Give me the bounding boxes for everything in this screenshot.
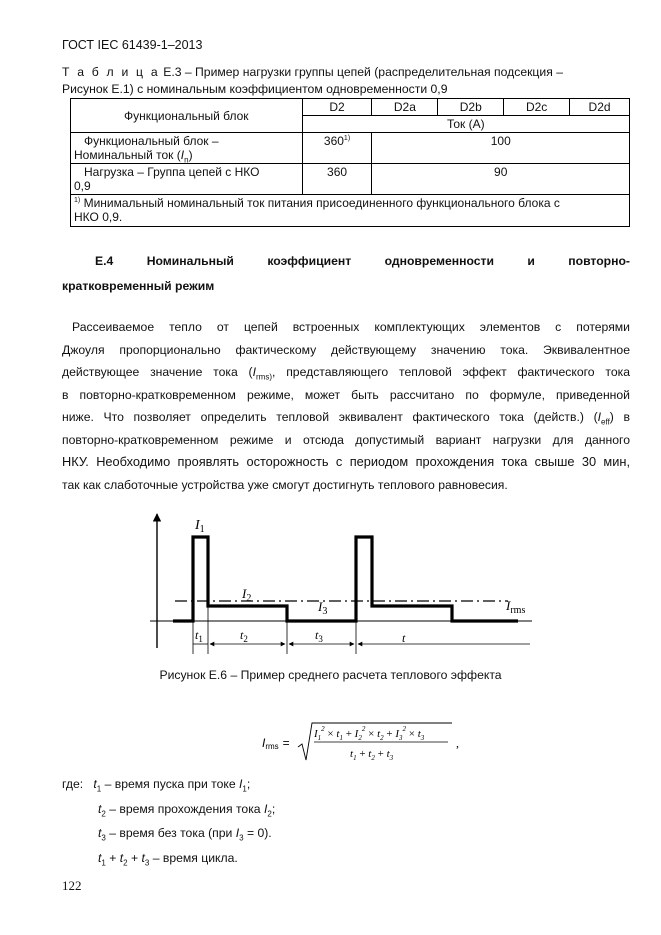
table-caption-prefix: Т а б л и ц а	[62, 65, 160, 79]
row-label-line1: Нагрузка – Группа цепей с НКО	[84, 165, 260, 179]
formula-lhs: Irms =	[262, 736, 290, 751]
paragraph-line: действующее значение тока ($I_{rms)}$, представляющего тепловой эффект фактического тока	[62, 365, 630, 382]
where-block	[62, 772, 275, 870]
paragraph-line: ниже. Что позволяет определить тепловой эквивалент фактического тока (действ.) $(I_{eff})$ в	[62, 410, 631, 427]
col-header-d2d: D2d	[570, 99, 630, 116]
cell-d2: 360	[302, 164, 372, 195]
col-header-block: Функциональный блок	[71, 99, 303, 133]
paragraph-line: Рассеиваемое тепло от цепей встроенных комплектующих элементов с потерями	[72, 320, 630, 334]
table-caption	[62, 64, 622, 98]
row-label	[71, 164, 303, 195]
where-line: где: $t_1$ – время пуска при токе $I_1$;	[62, 777, 251, 794]
page-number: 122	[62, 878, 82, 893]
heading-line-2: кратковременный режим	[62, 279, 215, 293]
paragraph-line: НКУ. Необходимо проявлять осторожность с периодом прохождения тока свыше 30 мин,	[62, 454, 630, 469]
current-waveform	[173, 537, 518, 621]
cell-d2	[302, 133, 372, 164]
col-header-d2c: D2c	[504, 99, 570, 116]
heading-word: повторно-	[568, 254, 630, 268]
unit-row: Ток (А)	[302, 116, 629, 133]
row-label-end: )	[188, 148, 193, 162]
body-paragraph	[62, 316, 630, 496]
table-caption-text-2: Рисунок Е.1) с номинальным коэффициентом одновременности 0,9	[62, 82, 448, 96]
label-t3: $t_3$	[315, 628, 323, 644]
table-caption-text: Е.3 – Пример нагрузки группы цепей (распределительная подсекция –	[159, 65, 563, 79]
paragraph-line: в повторно-кратковременном режиме, может быть рассчитано по формуле, приведенной	[62, 387, 630, 402]
col-header-d2b: D2b	[438, 99, 504, 116]
col-header-d2a: D2a	[372, 99, 438, 116]
formula-comma: ,	[456, 736, 459, 750]
cell-rest: 90	[372, 164, 630, 195]
paragraph-line: повторно-кратковременном режиме и отсюда допустимый вариант нагрузки для данного	[62, 432, 630, 447]
cell-d2-value: 360	[323, 134, 344, 148]
heading-word: Номинальный	[146, 254, 234, 268]
col-header-d2: D2	[302, 99, 372, 116]
svg-text:t1 + t2 + t3: $t_1 + t_2 + t_3$	[350, 748, 394, 762]
heading-word: коэффициент	[267, 254, 352, 268]
document-header: ГОСТ IEC 61439-1–2013	[62, 38, 203, 52]
footnote-text-2: НКО 0,9.	[74, 210, 123, 224]
where-line: $t_2$ – время прохождения тока $I_2$;	[98, 801, 276, 818]
label-i1: $I_1$	[195, 518, 205, 535]
table-footnote	[71, 195, 630, 227]
heading-word: и	[527, 254, 535, 268]
label-i2: $I_2$	[242, 586, 252, 604]
paragraph-line: так как слаботочные устройства уже смогут достигнуть теплового равновесия.	[62, 477, 508, 492]
row-label-line1: Функциональный блок –	[84, 134, 219, 148]
current-subscript: n	[184, 155, 189, 165]
where-line: $t_3$ – время без тока (при $I_3 = 0$).	[98, 826, 272, 843]
row-label-line2: Номинальный ток (	[74, 148, 181, 162]
footnote-text: Минимальный номинальный ток питания присоединенного функционального блока с	[80, 196, 560, 210]
row-label-line2: 0,9	[74, 179, 91, 193]
numerator	[313, 725, 425, 742]
current-diagram	[140, 508, 540, 658]
cell-rest: 100	[372, 133, 630, 164]
heading-word: одновременности	[384, 254, 494, 268]
label-i3: $I_3$	[318, 599, 328, 617]
current-symbol: I	[180, 148, 185, 162]
paragraph-line: Джоуля пропорционально фактическому действующему значению тока. Эквивалентное	[62, 342, 630, 357]
label-irms: $I_{rms}$	[506, 598, 526, 616]
label-t2: $t_2$	[240, 628, 248, 644]
footnote-ref: 1)	[343, 135, 351, 142]
where-line: $t_1 + t_2 + t_3$ – время цикла.	[98, 850, 238, 867]
rms-formula	[262, 720, 472, 764]
svg-text:I12 × t1 + I22 × t2 + I32 × t3: $I_1^2 \times t_1 + I_2^2 \times t_2 + I_3^2 \times t_3$	[314, 725, 425, 742]
table-row	[71, 164, 630, 195]
load-table	[70, 98, 630, 227]
table-row	[71, 133, 630, 164]
section-number: Е.4	[95, 254, 114, 268]
footnote-mark: 1)	[74, 197, 81, 204]
label-t: t	[402, 631, 406, 645]
denominator	[350, 748, 394, 762]
label-t1: $t_1$	[195, 628, 203, 644]
row-label	[71, 133, 303, 164]
section-heading	[62, 249, 630, 299]
figure-caption: Рисунок Е.6 – Пример среднего расчета теплового эффекта	[159, 668, 502, 682]
